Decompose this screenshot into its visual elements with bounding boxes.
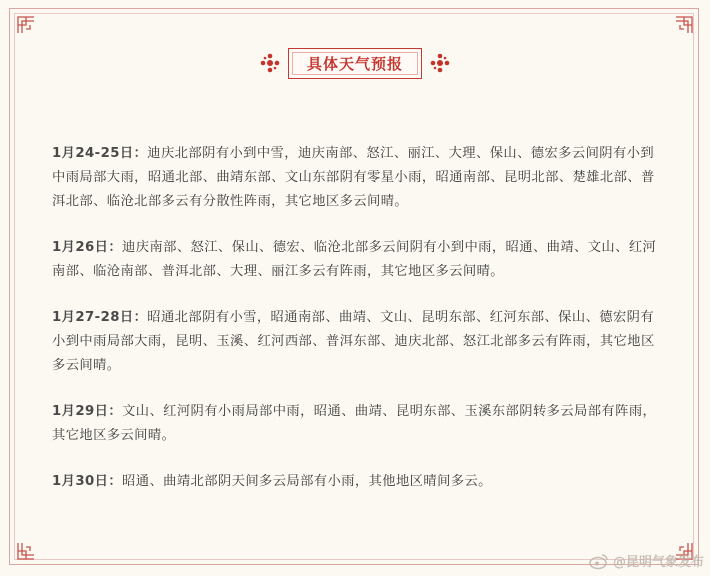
flower-ornament-icon [258,51,282,75]
weibo-logo-icon [589,552,609,570]
forecast-date: 1月30日： [52,474,123,489]
forecast-item [52,470,664,494]
forecast-text: 昭通、曲靖北部阴天间多云局部有小雨，其他地区晴间多云。 [122,474,492,489]
corner-ornament-icon [17,16,35,34]
corner-ornament-icon [17,542,35,560]
forecast-text: 昭通北部阴有小雪，昭通南部、曲靖、文山、昆明东部、红河东部、保山、德宏阴有小到中雨局部大雨，昆明、玉溪、红河西部、普洱东部、迪庆北部、怒江北部多云有阵雨，其它地区多云间晴。 [52,310,655,373]
flower-ornament-icon [428,51,452,75]
forecast-date: 1月24-25日： [52,146,148,161]
forecast-text: 文山、红河阴有小雨局部中雨，昭通、曲靖、昆明东部、玉溪东部阴转多云局部有阵雨，其它地区多云间晴。 [52,404,657,443]
forecast-text: 迪庆北部阴有小到中雪，迪庆南部、怒江、丽江、大理、保山、德宏多云间阴有小到中雨局部大雨，昭通北部、曲靖东部、文山东部阴有零星小雨，昭通南部、昆明北部、楚雄北部、普洱北部、临沧北部多云有分散性阵雨，其它地区多云间晴。 [52,146,655,209]
title-banner [0,46,710,80]
forecast-date: 1月26日： [52,240,123,255]
corner-ornament-icon [675,16,693,34]
forecast-item [52,236,664,284]
forecast-date: 1月27-28日： [52,310,148,325]
page-title: 具体天气预报 [306,54,403,73]
watermark [589,551,704,570]
forecast-text: 迪庆南部、怒江、保山、德宏、临沧北部多云间阴有小到中雨，昭通、曲靖、文山、红河南部、临沧南部、普洱北部、大理、丽江多云有阵雨，其它地区多云间晴。 [52,240,657,279]
forecast-list [52,142,664,516]
title-box [288,48,422,79]
forecast-item [52,142,664,214]
watermark-text: @昆明气象发布 [612,555,704,570]
forecast-date: 1月29日： [52,404,123,419]
forecast-item [52,306,664,378]
forecast-item [52,400,664,448]
